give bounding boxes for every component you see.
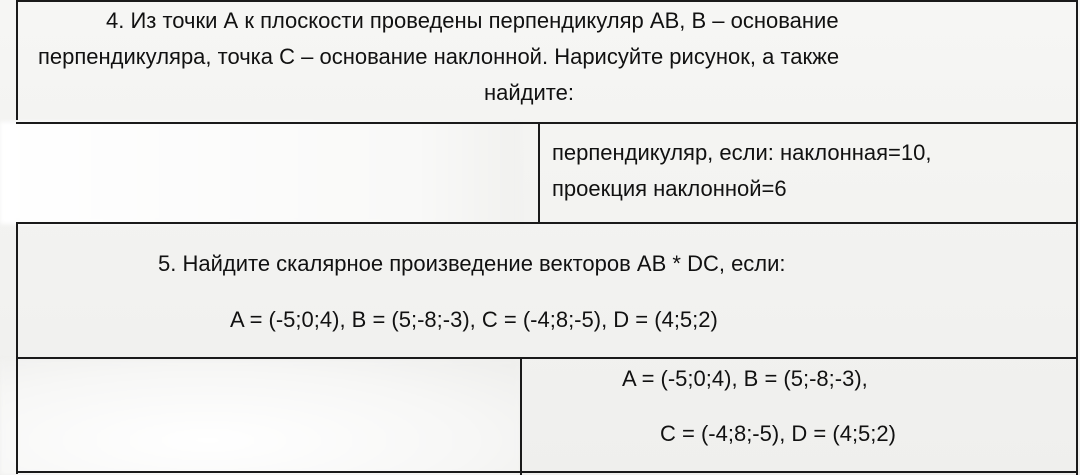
task5-title: 5. Найдите скалярное произведение векторов AB * DC, если: [158,251,786,276]
row-divider-2 [16,222,1078,224]
table-border-bottom [16,471,1078,473]
task5-right-cell-line1: A = (-5;0;4), B = (5;-8;-3), [622,366,868,391]
task4-line3: найдите: [484,80,574,105]
column-divider-2 [520,359,522,475]
table-border-right [1076,0,1078,475]
task4-right-cell-line1: перпендикуляр, если: наклонная=10, [552,140,932,165]
task4-right-cell-line2: проекция наклонной=6 [552,176,787,201]
table-border-left-middle [16,224,18,474]
task5-right-cell-line2: C = (-4;8;-5), D = (4;5;2) [660,421,896,446]
row-divider-1 [16,122,1078,124]
obscured-region-bottom [0,360,520,475]
task4-line1: 4. Из точки А к плоскости проведены перпендикуляр АВ, В – основание [106,8,839,33]
table-border-top [16,0,1078,2]
task4-line2: перпендикуляра, точка С – основание наклонной. Нарисуйте рисунок, а также [38,44,840,69]
table-border-left-upper [16,0,18,120]
row-divider-3 [16,357,1078,359]
task5-points: A = (-5;0;4), B = (5;-8;-3), C = (-4;8;-5), D = (4;5;2) [230,307,718,332]
obscured-region-left [0,122,520,224]
column-divider-1 [538,124,540,222]
